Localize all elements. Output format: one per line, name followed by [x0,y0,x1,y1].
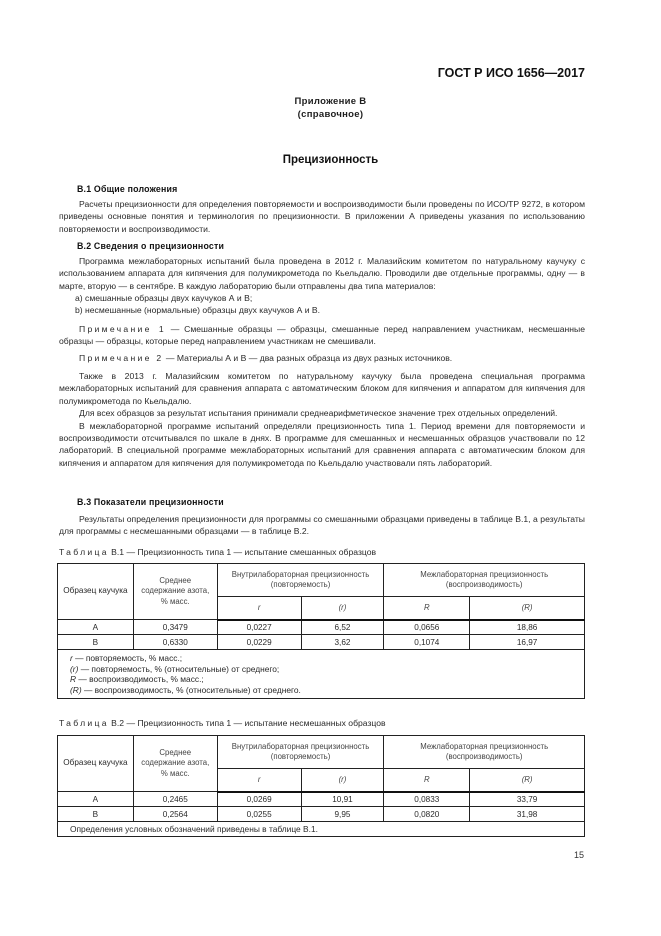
table-notes [58,650,585,699]
page-number: 15 [573,850,584,860]
cell-R-rel: 33,79 [470,792,585,807]
cell-R: 0,0833 [384,792,470,807]
cell-r-rel: 6,52 [301,620,384,635]
precision-table-2 [57,735,585,837]
cell-R: 0,0820 [384,807,470,822]
caption-text: В.1 — Прецизионность типа 1 — испытание смешанных образцов [108,547,377,557]
annex-title: Приложение В [294,96,367,107]
paragraph: Расчеты прецизионности для определения повторяемости и воспроизводимости были проведены по ИСО/ТР 9272, в котором приведены основные понятия и терминология по прецизионности. В приложении А приведены указания по использованию повторяемости и воспроизводимости. [59,199,585,234]
cell-nitrogen: 0,6330 [133,635,217,650]
col-header-nitrogen: Среднее содержание азота, % масс. [133,564,217,620]
list-item: b) несмешанные (нормальные) образцы двух каучуков А и В. [75,305,321,316]
cell-nitrogen: 0,3479 [133,620,217,635]
cell-sample: А [58,792,134,807]
col-header-R: R [384,769,470,792]
cell-r: 0,0229 [217,635,301,650]
table1-caption [59,547,376,557]
annex-type: (справочное) [297,109,364,120]
caption-label: Таблица [59,547,109,557]
note-label: Примечание 2 [79,353,164,363]
section-b2-heading: В.2 Сведения о прецизионности [77,241,225,251]
cell-r: 0,0269 [217,792,301,807]
cell-R-rel: 31,98 [470,807,585,822]
col-header-between: Межлабораторная прецизионность (воспроизводимость) [384,736,585,769]
table2-caption [59,718,386,728]
section-b3-heading: В.3 Показатели прецизионности [77,497,224,507]
table-row [58,635,585,650]
note-2 [59,352,585,364]
col-header-r-rel: (r) [301,597,384,620]
list-item: a) смешанные образцы двух каучуков А и В; [75,293,253,303]
note-label: Примечание 1 [79,324,166,334]
section-b2-intro [59,255,585,292]
col-header-R: R [384,597,470,620]
table-row [58,620,585,635]
cell-sample: В [58,807,134,822]
cell-nitrogen: 0,2564 [133,807,217,822]
col-header-within: Внутрилабораторная прецизионность (повторяемость) [217,736,384,769]
standard-designation: ГОСТ Р ИСО 1656—2017 [437,66,585,80]
table-row [58,792,585,807]
paragraph: Для всех образцов за результат испытания принимали среднеарифметическое значение трех отдельных определений. [79,408,558,419]
cell-sample: А [58,620,134,635]
col-header-sample: Образец каучука [58,736,134,792]
col-header-r: r [217,597,301,620]
cell-R: 0,1074 [384,635,470,650]
section-b3-body [59,513,585,538]
section-b2-body [59,370,585,469]
paragraph: Результаты определения прецизионности для программы со смешанными образцами приведены в таблице В.1, а результаты для программы с несмешанными образцами — в таблице В.2. [59,514,585,537]
paragraph: В межлабораторной программе испытаний определяли прецизионность типа 1. Период времени для повторяемости и воспроизводимости отсчитывался по шкале в днях. В программе для смешанных и несмешанных образцов участвовали по 12 лабораторий. В специальной программе межлабораторных испытаний для сравнения аппарата с автоматическим блоком для кипячения и аппаратом для кипячения для полумикрометода по Кьельдалю участвовали пять лабораторий. [59,420,585,468]
cell-nitrogen: 0,2465 [133,792,217,807]
note-line: R — воспроизводимость, % масс.; [70,674,204,685]
col-header-between: Межлабораторная прецизионность (воспроизводимость) [384,564,585,597]
col-header-R-rel: (R) [470,597,585,620]
cell-R-rel: 16,97 [470,635,585,650]
col-header-r-rel: (r) [301,769,384,792]
cell-r: 0,0255 [217,807,301,822]
note-1 [59,323,585,348]
cell-R: 0,0656 [384,620,470,635]
precision-table-1 [57,563,585,699]
table-row [58,807,585,822]
caption-text: В.2 — Прецизионность типа 1 — испытание несмешанных образцов [108,718,386,728]
section-b1-heading: В.1 Общие положения [77,184,178,194]
col-header-r: r [217,769,301,792]
note-line: r — повторяемость, % масс.; [70,653,183,663]
col-header-sample: Образец каучука [58,564,134,620]
section-b1-body [59,198,585,235]
note-line: (r) — повторяемость, % (относительные) от среднего; [70,663,280,674]
paragraph: Также в 2013 г. Малазийским комитетом по натуральному каучуку была проведена специальная программа межлабораторных испытаний для сравнения аппарата с автоматическим блоком для кипячения и аппаратом для кипячения для полумикрометода по Кьельдалю. [59,371,585,406]
col-header-within: Внутрилабораторная прецизионность (повторяемость) [217,564,384,597]
note-text: — Смешанные образцы — образцы, смешанные перед направлением участникам, несмешанные образцы — образцы, которые перед направлением участникам не смешивали. [59,324,586,347]
col-header-R-rel: (R) [470,769,585,792]
document-title: Прецизионность [282,154,379,166]
table-notes-row [58,822,585,837]
table-note: Определения условных обозначений приведены в таблице В.1. [58,822,585,837]
cell-r-rel: 3,62 [301,635,384,650]
cell-r-rel: 9,95 [301,807,384,822]
cell-sample: В [58,635,134,650]
cell-r-rel: 10,91 [301,792,384,807]
cell-r: 0,0227 [217,620,301,635]
caption-label: Таблица [59,718,109,728]
cell-R-rel: 18,86 [470,620,585,635]
note-line: (R) — воспроизводимость, % (относительные) от среднего. [70,684,301,695]
note-text: — Материалы А и В — два разных образца из двух разных источников. [163,353,453,363]
materials-list [75,292,320,317]
table-notes-row [58,650,585,699]
col-header-nitrogen: Среднее содержание азота, % масс. [133,736,217,792]
paragraph: Программа межлабораторных испытаний была проведена в 2012 г. Малазийским комитетом по натуральному каучуку с использованием аппарата для кипячения для полумикрометода по Кьельдалю. Проводили две отдельные программы, одну — в марте, вторую — в сентябре. В каждую лабораторию были отправлены два типа материалов: [59,256,585,291]
